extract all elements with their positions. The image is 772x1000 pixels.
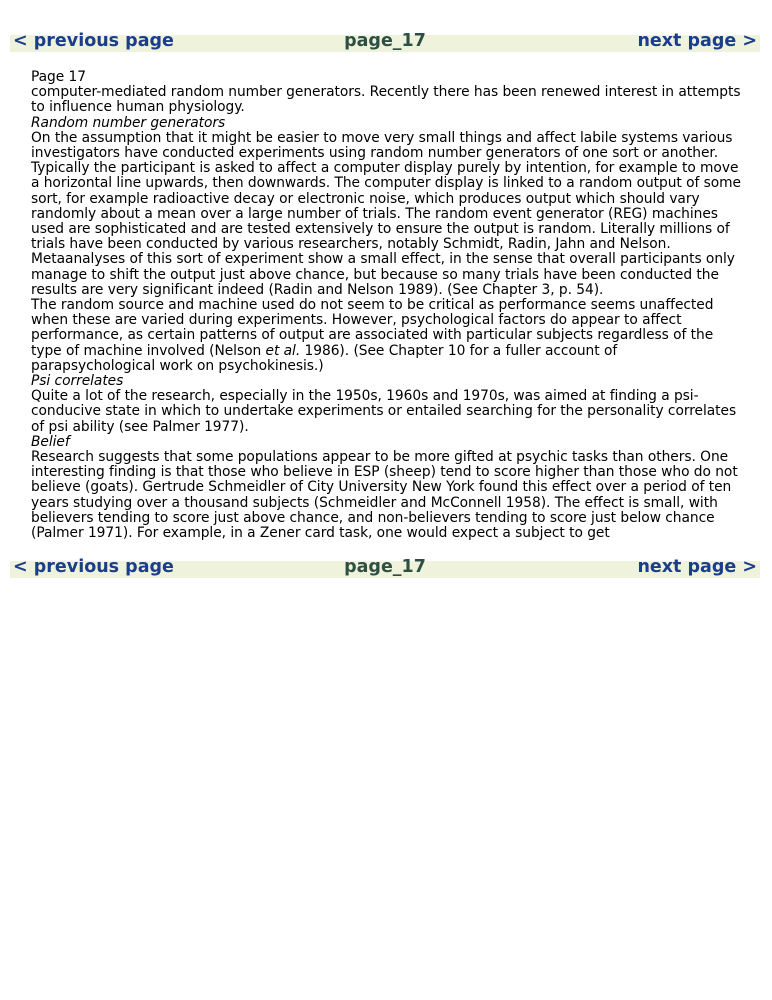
previous-page-link[interactable]: < previous page [13,31,174,51]
page-title: page_17 [344,557,426,577]
bottom-navigation-bar [10,557,760,578]
paragraph: Quite a lot of the research, especially in the 1950s, 1960s and 1970s, was aimed at finding a psi-conducive state in which to undertake experiments or entailed searching for the personality correlates of psi ability (see Palmer 1977). [31,388,737,435]
paragraph: Research suggests that some populations appear to be more gifted at psychic tasks than others. One interesting finding is that those who believe in ESP (sheep) tend to score higher than those who do not believe (goats). Gertrude Schmeidler of City University New York found this effect over a period of ten years studying over a thousand subjects (Schmeidler and McConnell 1958). The effect is small, with believers tending to score just above chance, and non-believers tending to score just below chance (Palmer 1971). For example, in a Zener card task, one would expect a subject to get [31,449,738,542]
paragraph-text: 1986). (See Chapter 10 for a fuller account of parapsychological work on psychokinesis.) [31,342,618,374]
top-navigation-bar [10,31,760,52]
paragraph [31,298,743,374]
page-title: page_17 [344,31,426,51]
paragraph-text: The random source and machine used do not seem to be critical as performance seems unaffected when these are varied during experiments. However, psychological factors do appear to affect performance, as certain patterns of output are associated with particular subjects regardless of the type of machine involved (Nelson [31,297,714,359]
paragraph: On the assumption that it might be easier to move very small things and affect labile systems various investigators have conducted experiments using random number generators of one sort or another. Typically the participant is asked to affect a computer display purely by intention, for example to move a horizontal line upwards, then downwards. The computer display is linked to a random output of some sort, for example radioactive decay or electronic noise, which produces output which should vary randomly about a mean over a large number of trials. The random event generator (REG) machines used are sophisticated and are tested extensively to ensure the output is random. Literally millions of trials have been conducted by various researchers, notably Schmidt, Radin, Jahn and Nelson. Metaanalyses of this sort of experiment show a small effect, in the sense that overall participants only manage to shift the output just above chance, but because so many trials have been conducted the results are very significant indeed (Radin and Nelson 1989). (See Chapter 3, p. 54). [31,129,742,298]
italic-citation: et al. [265,342,301,359]
section-heading-random-number-generators: Random number generators [31,114,226,131]
next-page-link[interactable]: next page > [637,557,757,577]
section-heading-psi-correlates: Psi correlates [31,373,124,390]
section-heading-belief: Belief [31,433,70,450]
page-number: Page 17 [31,69,86,85]
next-page-link[interactable]: next page > [637,31,757,51]
previous-page-link[interactable]: < previous page [13,557,174,577]
paragraph: computer-mediated random number generators. Recently there has been renewed interest in attempts to influence human physiology. [31,84,741,116]
document-body [31,70,743,541]
